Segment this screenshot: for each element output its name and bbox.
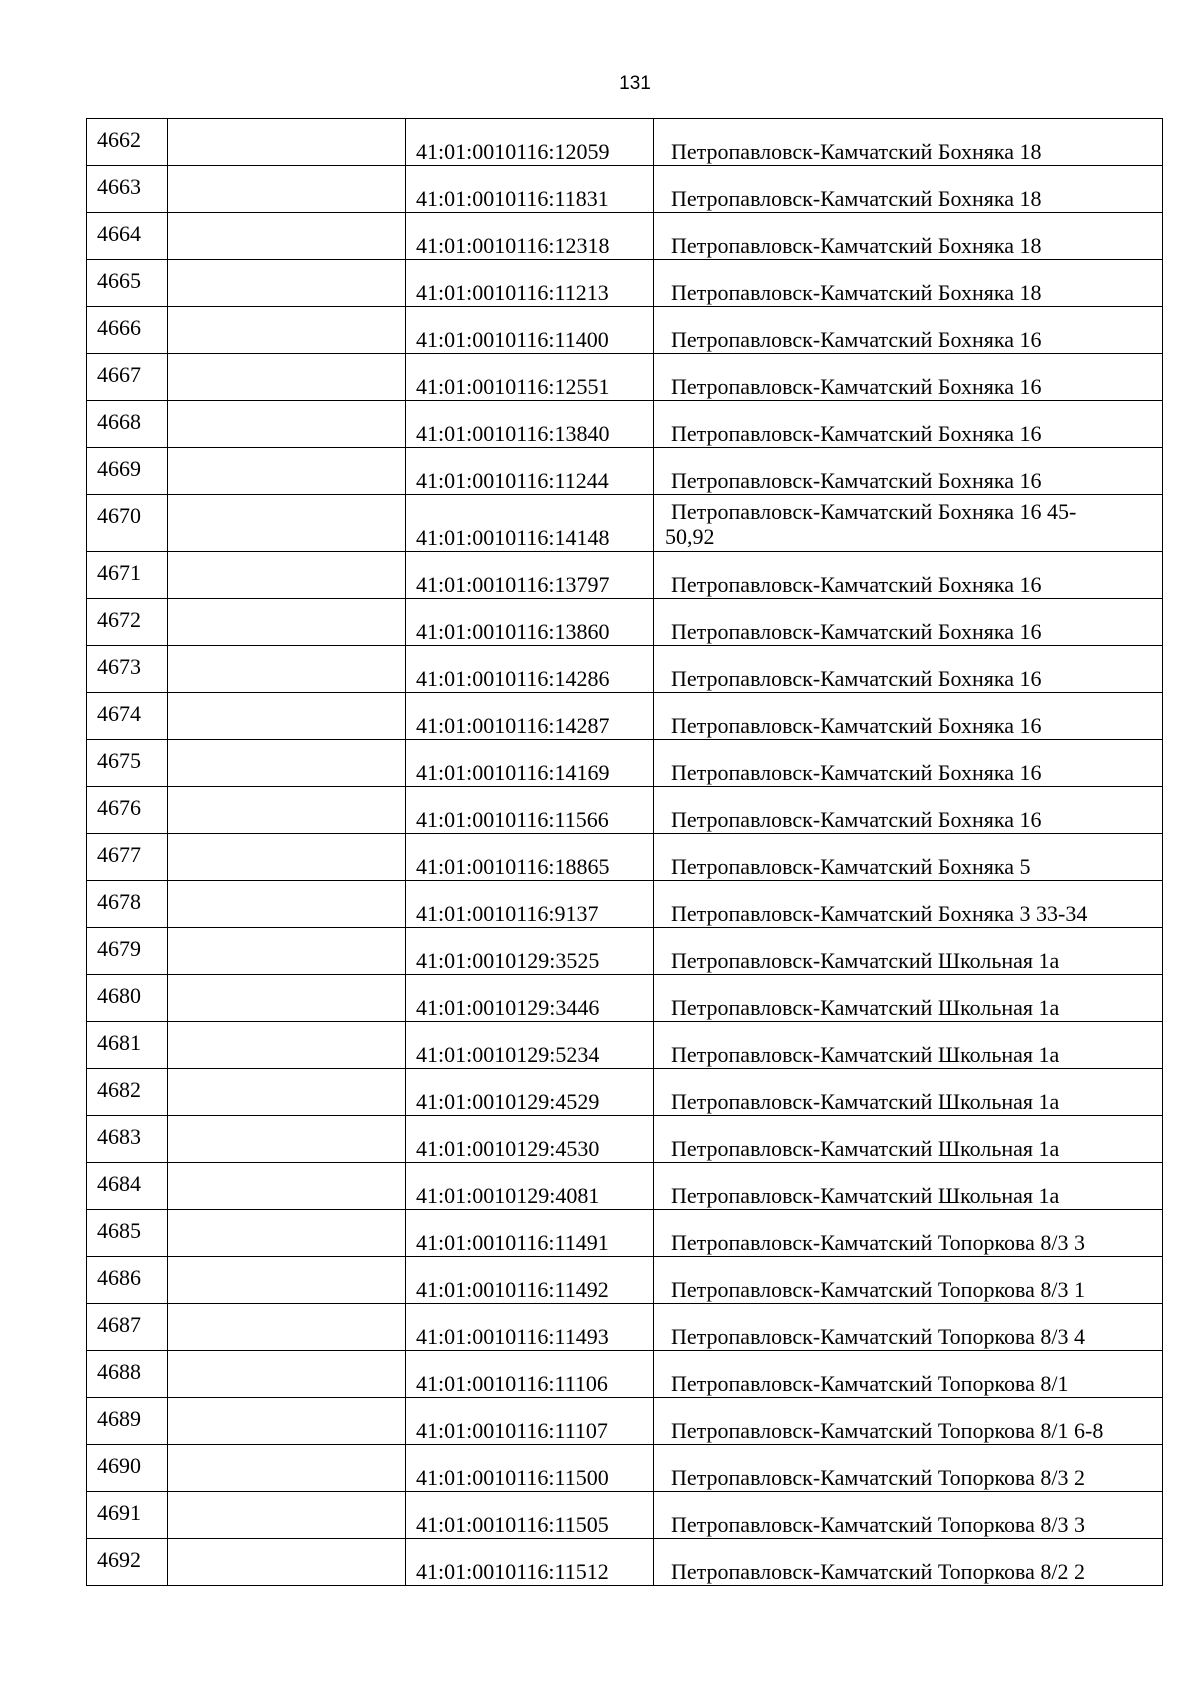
address-cell [654,787,1163,834]
address-cell [654,1163,1163,1210]
empty-cell [168,552,406,599]
cadastral-number-cell [406,599,654,646]
cadastral-number-cell [406,1492,654,1539]
cadastral-number-cell [406,1163,654,1210]
empty-cell [168,495,406,552]
table-row [87,787,1163,834]
table-row [87,1069,1163,1116]
address-cell [654,1539,1163,1586]
address-text: Петропавловск-Камчатский Топоркова 8/1 6-8 [671,1418,1104,1443]
cadastral-number-cell [406,1445,654,1492]
cadastral-number-cell [406,166,654,213]
cadastral-number-cell [406,260,654,307]
empty-cell [168,1022,406,1069]
address-text: Петропавловск-Камчатский Бохняка 18 [671,186,1042,211]
address-text: Петропавловск-Камчатский Бохняка 18 [671,139,1042,164]
table-row [87,495,1163,552]
empty-cell [168,1398,406,1445]
cadastral-number: 41:01:0010116:14148 [416,525,610,550]
table-row [87,1492,1163,1539]
address-text: Петропавловск-Камчатский Бохняка 16 45- [671,499,1077,524]
address-cell [654,1351,1163,1398]
empty-cell [168,1492,406,1539]
address-cell [654,1116,1163,1163]
empty-cell [168,1116,406,1163]
address-cell [654,495,1163,552]
empty-cell [168,599,406,646]
cadastral-number-cell [406,881,654,928]
cadastral-number-cell [406,119,654,166]
property-registry-table [86,118,1163,1586]
address-text: Петропавловск-Камчатский Топоркова 8/2 2 [671,1559,1086,1584]
cadastral-number: 41:01:0010116:11244 [416,468,609,493]
table-row [87,1539,1163,1586]
address-cell [654,213,1163,260]
row-number-cell: 4688 [87,1351,168,1398]
cadastral-number: 41:01:0010116:11107 [416,1418,608,1443]
cadastral-number: 41:01:0010116:18865 [416,854,610,879]
table-row [87,119,1163,166]
table-row [87,693,1163,740]
address-text: Петропавловск-Камчатский Бохняка 18 [671,233,1042,258]
row-number-cell: 4669 [87,448,168,495]
cadastral-number: 41:01:0010116:11566 [416,807,609,832]
row-number-cell: 4681 [87,1022,168,1069]
row-number-cell: 4689 [87,1398,168,1445]
row-number-cell: 4680 [87,975,168,1022]
address-cell [654,119,1163,166]
table-row [87,881,1163,928]
cadastral-number: 41:01:0010129:3525 [416,948,600,973]
empty-cell [168,693,406,740]
empty-cell [168,1163,406,1210]
row-number-cell: 4682 [87,1069,168,1116]
table-row [87,1210,1163,1257]
empty-cell [168,1539,406,1586]
cadastral-number-cell [406,787,654,834]
table-row [87,740,1163,787]
address-text: Петропавловск-Камчатский Школьная 1а [671,1042,1060,1067]
cadastral-number-cell [406,307,654,354]
cadastral-number: 41:01:0010129:4529 [416,1089,600,1114]
address-cell [654,599,1163,646]
address-cell [654,448,1163,495]
address-cell [654,1210,1163,1257]
cadastral-number-cell [406,495,654,552]
address-text-continued: 50,92 [665,524,715,549]
address-cell [654,1257,1163,1304]
cadastral-number-cell [406,740,654,787]
cadastral-number: 41:01:0010116:12318 [416,233,610,258]
cadastral-number: 41:01:0010116:11106 [416,1371,608,1396]
table-row [87,928,1163,975]
empty-cell [168,119,406,166]
address-text: Петропавловск-Камчатский Бохняка 16 [671,760,1042,785]
cadastral-number: 41:01:0010116:11500 [416,1465,609,1490]
cadastral-number-cell [406,646,654,693]
empty-cell [168,1069,406,1116]
row-number-cell: 4676 [87,787,168,834]
row-number-cell: 4666 [87,307,168,354]
address-text: Петропавловск-Камчатский Бохняка 16 [671,807,1042,832]
address-text: Петропавловск-Камчатский Бохняка 16 [671,713,1042,738]
row-number-cell: 4670 [87,495,168,552]
address-text: Петропавловск-Камчатский Топоркова 8/3 2 [671,1465,1086,1490]
empty-cell [168,740,406,787]
row-number-cell: 4685 [87,1210,168,1257]
cadastral-number: 41:01:0010116:12059 [416,139,610,164]
empty-cell [168,928,406,975]
address-text: Петропавловск-Камчатский Школьная 1а [671,995,1060,1020]
row-number-cell: 4662 [87,119,168,166]
cadastral-number-cell [406,1022,654,1069]
table-row [87,1351,1163,1398]
cadastral-number: 41:01:0010116:11493 [416,1324,609,1349]
empty-cell [168,834,406,881]
table-row [87,1304,1163,1351]
address-text: Петропавловск-Камчатский Бохняка 16 [671,327,1042,352]
page-number: 131 [619,73,651,94]
address-cell [654,1492,1163,1539]
address-text: Петропавловск-Камчатский Школьная 1а [671,1136,1060,1161]
cadastral-number-cell [406,1210,654,1257]
row-number-cell: 4690 [87,1445,168,1492]
address-text: Петропавловск-Камчатский Топоркова 8/3 3 [671,1230,1086,1255]
address-cell [654,1304,1163,1351]
address-cell [654,740,1163,787]
cadastral-number: 41:01:0010116:14286 [416,666,610,691]
cadastral-number: 41:01:0010116:13860 [416,619,610,644]
empty-cell [168,1445,406,1492]
empty-cell [168,401,406,448]
row-number-cell: 4672 [87,599,168,646]
address-text: Петропавловск-Камчатский Бохняка 16 [671,374,1042,399]
empty-cell [168,646,406,693]
cadastral-number: 41:01:0010116:11400 [416,327,609,352]
address-text: Петропавловск-Камчатский Топоркова 8/3 4 [671,1324,1086,1349]
address-cell [654,834,1163,881]
table-row [87,1398,1163,1445]
cadastral-number-cell [406,693,654,740]
table-row [87,401,1163,448]
table-row [87,1022,1163,1069]
address-text: Петропавловск-Камчатский Бохняка 16 [671,468,1042,493]
address-cell [654,552,1163,599]
address-cell [654,307,1163,354]
row-number-cell: 4673 [87,646,168,693]
address-text: Петропавловск-Камчатский Бохняка 18 [671,280,1042,305]
empty-cell [168,448,406,495]
address-cell [654,166,1163,213]
row-number-cell: 4677 [87,834,168,881]
cadastral-number-cell [406,834,654,881]
table-row [87,213,1163,260]
row-number-cell: 4692 [87,1539,168,1586]
address-cell [654,260,1163,307]
cadastral-number-cell [406,401,654,448]
cadastral-number: 41:01:0010116:11213 [416,280,609,305]
table-row [87,166,1163,213]
table-row [87,307,1163,354]
address-cell [654,1398,1163,1445]
empty-cell [168,354,406,401]
address-cell [654,975,1163,1022]
empty-cell [168,1351,406,1398]
address-text: Петропавловск-Камчатский Топоркова 8/3 3 [671,1512,1086,1537]
cadastral-number: 41:01:0010116:11512 [416,1559,609,1584]
empty-cell [168,260,406,307]
cadastral-number: 41:01:0010129:4081 [416,1183,600,1208]
address-cell [654,1069,1163,1116]
row-number-cell: 4679 [87,928,168,975]
empty-cell [168,166,406,213]
table-body [87,119,1163,1586]
address-cell [654,354,1163,401]
cadastral-number: 41:01:0010116:11492 [416,1277,609,1302]
address-text: Петропавловск-Камчатский Школьная 1а [671,1183,1060,1208]
row-number-cell: 4667 [87,354,168,401]
address-text: Петропавловск-Камчатский Бохняка 16 [671,421,1042,446]
cadastral-number-cell [406,1539,654,1586]
cadastral-number: 41:01:0010116:11505 [416,1512,609,1537]
table-row [87,448,1163,495]
cadastral-number-cell [406,1351,654,1398]
table-row [87,354,1163,401]
address-text: Петропавловск-Камчатский Топоркова 8/3 1 [671,1277,1086,1302]
cadastral-number-cell [406,1257,654,1304]
address-text: Петропавловск-Камчатский Бохняка 5 [671,854,1031,879]
row-number-cell: 4668 [87,401,168,448]
cadastral-number: 41:01:0010116:14287 [416,713,610,738]
cadastral-number-cell [406,975,654,1022]
cadastral-number: 41:01:0010116:13840 [416,421,610,446]
row-number-cell: 4683 [87,1116,168,1163]
empty-cell [168,1210,406,1257]
row-number-cell: 4687 [87,1304,168,1351]
cadastral-number-cell [406,1069,654,1116]
empty-cell [168,213,406,260]
table-row [87,834,1163,881]
cadastral-number: 41:01:0010129:4530 [416,1136,600,1161]
row-number-cell: 4674 [87,693,168,740]
row-number-cell: 4684 [87,1163,168,1210]
table-row [87,975,1163,1022]
address-text: Петропавловск-Камчатский Школьная 1а [671,1089,1060,1114]
table-row [87,1257,1163,1304]
empty-cell [168,307,406,354]
cadastral-number-cell [406,448,654,495]
cadastral-number-cell [406,1116,654,1163]
address-cell [654,1022,1163,1069]
cadastral-number: 41:01:0010116:13797 [416,572,610,597]
address-cell [654,401,1163,448]
cadastral-number: 41:01:0010116:11831 [416,186,609,211]
cadastral-number: 41:01:0010116:9137 [416,901,599,926]
cadastral-number: 41:01:0010116:12551 [416,374,610,399]
address-cell [654,1445,1163,1492]
address-text: Петропавловск-Камчатский Бохняка 16 [671,666,1042,691]
empty-cell [168,1304,406,1351]
address-cell [654,928,1163,975]
row-number-cell: 4691 [87,1492,168,1539]
empty-cell [168,975,406,1022]
row-number-cell: 4686 [87,1257,168,1304]
empty-cell [168,881,406,928]
row-number-cell: 4663 [87,166,168,213]
address-cell [654,693,1163,740]
cadastral-number: 41:01:0010129:3446 [416,995,600,1020]
cadastral-number: 41:01:0010129:5234 [416,1042,600,1067]
table-row [87,260,1163,307]
empty-cell [168,787,406,834]
table-row [87,552,1163,599]
row-number-cell: 4675 [87,740,168,787]
row-number-cell: 4665 [87,260,168,307]
table-row [87,646,1163,693]
address-text: Петропавловск-Камчатский Бохняка 3 33-34 [671,901,1088,926]
table-row [87,1445,1163,1492]
cadastral-number-cell [406,928,654,975]
address-cell [654,646,1163,693]
cadastral-number: 41:01:0010116:11491 [416,1230,609,1255]
table-row [87,1116,1163,1163]
empty-cell [168,1257,406,1304]
address-text: Петропавловск-Камчатский Топоркова 8/1 [671,1371,1069,1396]
address-text: Петропавловск-Камчатский Бохняка 16 [671,619,1042,644]
cadastral-number-cell [406,552,654,599]
row-number-cell: 4671 [87,552,168,599]
table-row [87,599,1163,646]
cadastral-number: 41:01:0010116:14169 [416,760,610,785]
address-text: Петропавловск-Камчатский Школьная 1а [671,948,1060,973]
table-row [87,1163,1163,1210]
address-cell [654,881,1163,928]
address-text: Петропавловск-Камчатский Бохняка 16 [671,572,1042,597]
cadastral-number-cell [406,1304,654,1351]
cadastral-number-cell [406,354,654,401]
row-number-cell: 4678 [87,881,168,928]
cadastral-number-cell [406,1398,654,1445]
cadastral-number-cell [406,213,654,260]
row-number-cell: 4664 [87,213,168,260]
